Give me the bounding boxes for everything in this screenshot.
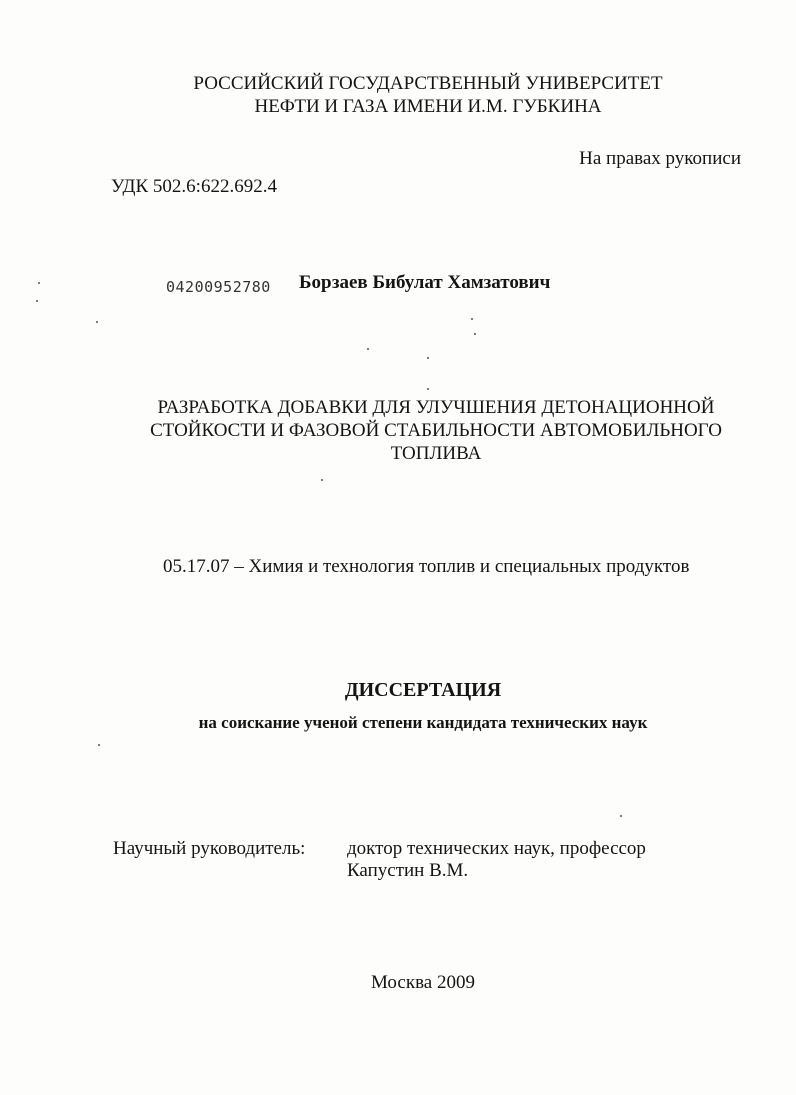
dissertation-title-line-1: РАЗРАБОТКА ДОБАВКИ ДЛЯ УЛУЧШЕНИЯ ДЕТОНАЦИОННОЙ [157, 397, 715, 418]
scan-speck [427, 357, 429, 359]
dissertation-title-line-3: ТОПЛИВА [390, 443, 482, 464]
scan-speck [36, 300, 38, 302]
scan-speck [620, 815, 622, 817]
degree-description: на соискание ученой степени кандидата технических наук [198, 713, 648, 732]
scan-speck [367, 348, 369, 350]
scan-speck [38, 282, 40, 284]
specialty-code: 05.17.07 – Химия и технология топлив и специальных продуктов [163, 556, 690, 577]
dissertation-title-line-2: СТОЙКОСТИ И ФАЗОВОЙ СТАБИЛЬНОСТИ АВТОМОБИЛЬНОГО [150, 420, 722, 441]
archive-number-stamp: 04200952780 [166, 278, 271, 296]
scan-speck [96, 321, 98, 323]
scan-speck [321, 479, 323, 481]
university-name-line-1: РОССИЙСКИЙ ГОСУДАРСТВЕННЫЙ УНИВЕРСИТЕТ [193, 73, 663, 94]
author-name: Борзаев Бибулат Хамзатович [299, 272, 551, 293]
city-and-year: Москва 2009 [371, 972, 475, 993]
work-type-heading: ДИССЕРТАЦИЯ [344, 679, 502, 701]
manuscript-rights-note: На правах рукописи [579, 148, 741, 169]
supervisor-title: доктор технических наук, профессор [347, 838, 646, 859]
supervisor-name: Капустин В.М. [347, 860, 469, 881]
scan-speck [471, 318, 473, 320]
udk-code: УДК 502.6:622.692.4 [111, 176, 277, 197]
supervisor-label: Научный руководитель: [113, 838, 306, 859]
university-name-line-2: НЕФТИ И ГАЗА ИМЕНИ И.М. ГУБКИНА [254, 96, 602, 117]
scan-speck [427, 388, 429, 390]
scan-speck [98, 744, 100, 746]
scan-speck [474, 333, 476, 335]
